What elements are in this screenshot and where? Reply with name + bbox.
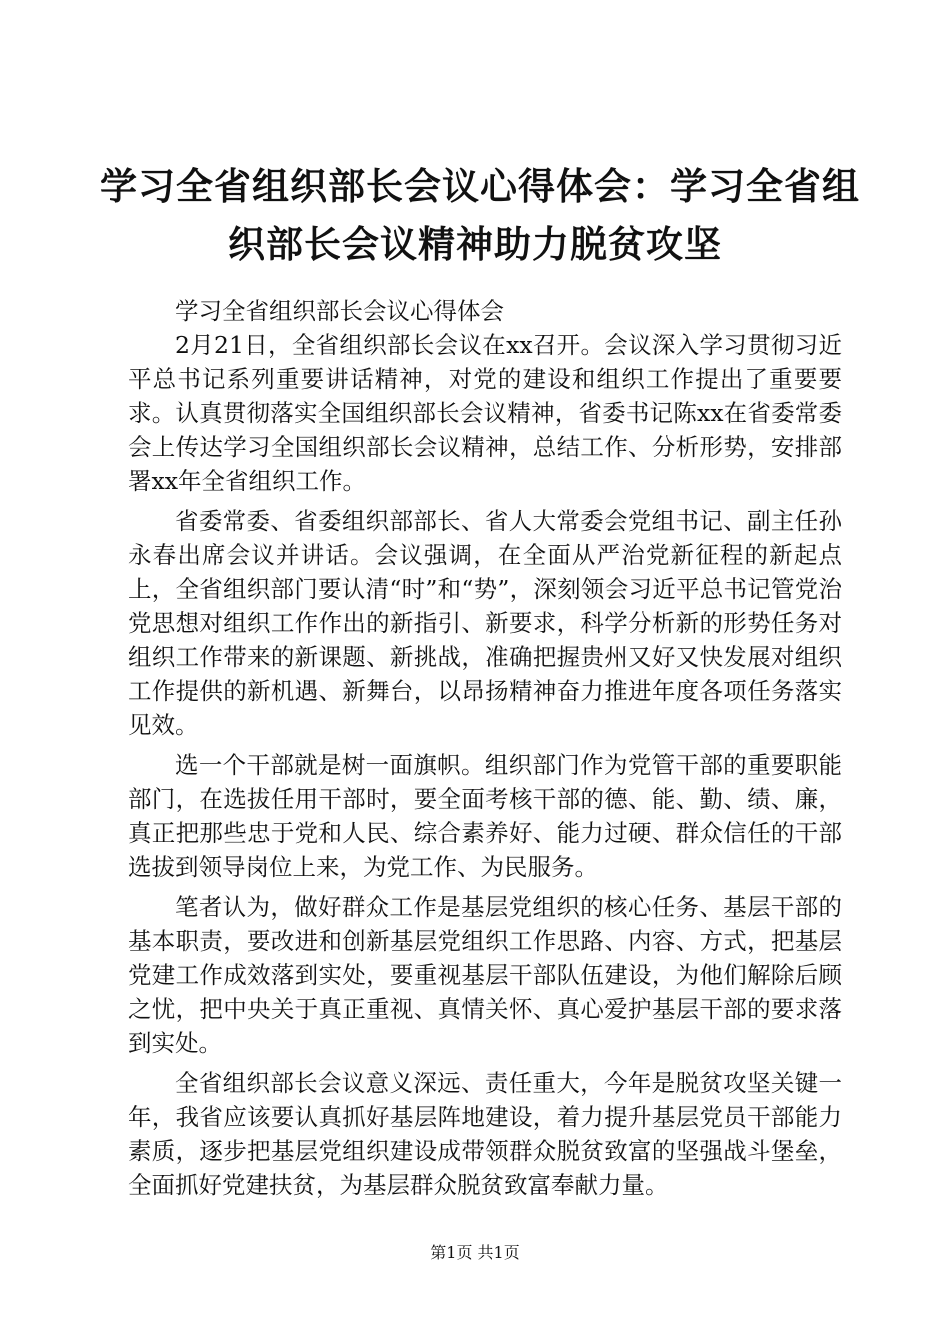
paragraph-5: 全省组织部长会议意义深远、责任重大，今年是脱贫攻坚关键一年，我省应该要认真抓好基层阵地建设，着力提升基层党员干部能力素质，逐步把基层党组织建设成带领群众脱贫致富的坚强战斗堡垒，全面抓好党建扶贫，为基层群众脱贫致富奉献力量。 (128, 1069, 842, 1199)
paragraph-2: 省委常委、省委组织部部长、省人大常委会党组书记、副主任孙永春出席会议并讲话。会议强调，在全面从严治党新征程的新起点上，全省组织部门要认清“时”和“势”，深刻领会习近平总书记管党治党思想对组织工作作出的新指引、新要求，科学分析新的形势任务对组织工作带来的新课题、新挑战，准确把握贵州又好又快发展对组织工作提供的新机遇、新舞台，以昂扬精神奋力推进年度各项任务落实见效。 (128, 507, 842, 739)
paragraph-4: 笔者认为，做好群众工作是基层党组织的核心任务、基层干部的基本职责，要改进和创新基层党组织工作思路、内容、方式，把基层党建工作成效落到实处，要重视基层干部队伍建设，为他们解除后顾之忧，把中央关于真正重视、真情关怀、真心爱护基层干部的要求落到实处。 (128, 893, 842, 1057)
page-footer: 第1页 共1页 (430, 1243, 520, 1262)
paragraph-1: 2月21日，全省组织部长会议在xx召开。会议深入学习贯彻习近平总书记系列重要讲话精神，对党的建设和组织工作提出了重要要求。认真贯彻落实全国组织部长会议精神，省委书记陈xx在省委常委会上传达学习全国组织部长会议精神，总结工作、分析形势，安排部署xx年全省组织工作。 (128, 331, 842, 495)
document-subtitle: 学习全省组织部长会议心得体会 (175, 297, 504, 325)
title-line-1: 学习全省组织部长会议心得体会：学习全省组 (100, 165, 860, 208)
paragraph-3: 选一个干部就是树一面旗帜。组织部门作为党管干部的重要职能部门，在选拔任用干部时，要全面考核干部的德、能、勤、绩、廉，真正把那些忠于党和人民、综合素养好、能力过硬、群众信任的干部选拔到领导岗位上来，为党工作、为民服务。 (128, 751, 842, 881)
title-line-2: 织部长会议精神助力脱贫攻坚 (228, 223, 722, 266)
document-title (100, 158, 860, 274)
document-body (128, 294, 842, 1202)
